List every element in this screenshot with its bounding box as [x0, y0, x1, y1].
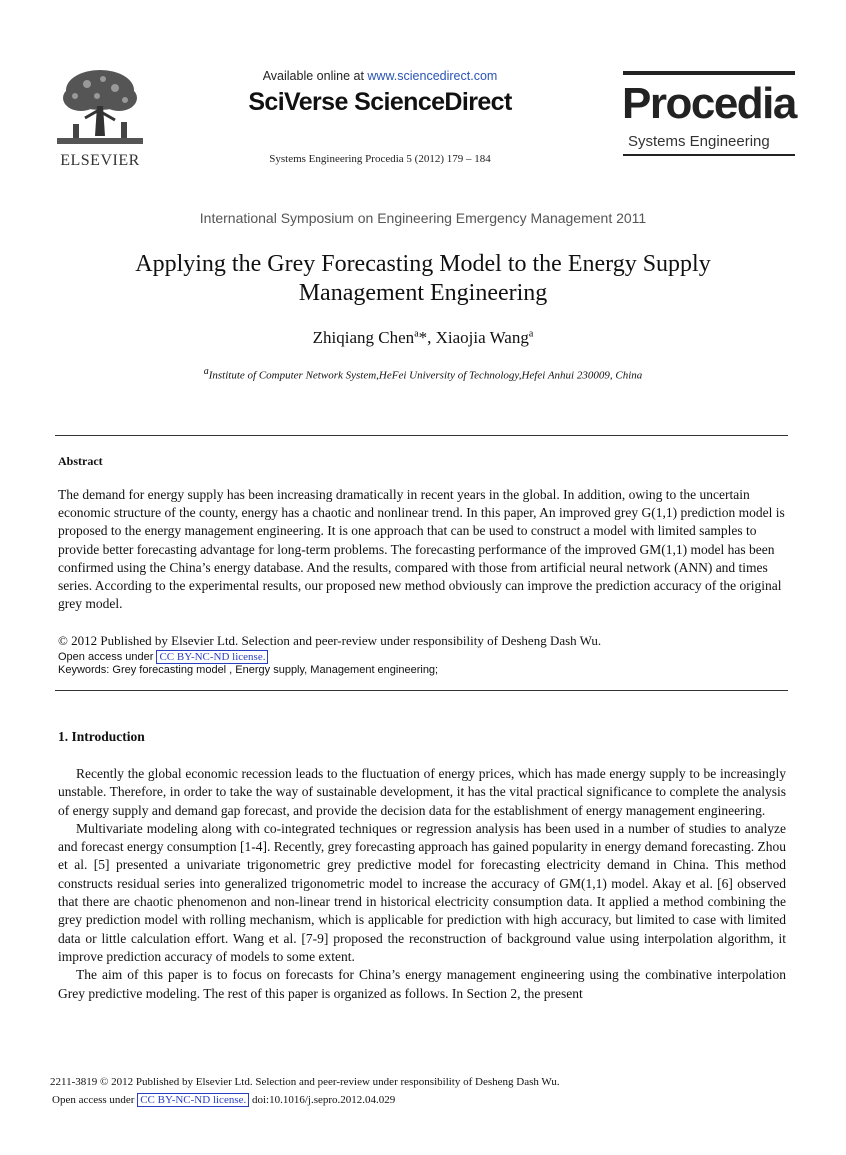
title-line-1: Applying the Grey Forecasting Model to the Energy Supply — [135, 251, 711, 277]
conference-name: International Symposium on Engineering Emergency Management 2011 — [199, 210, 647, 226]
availability-line — [230, 69, 530, 83]
affiliation-text: Institute of Computer Network System,HeFei University of Technology,Hefei Anhui 230009, China — [208, 369, 643, 382]
section-heading: 1. Introduction — [58, 729, 145, 744]
open-access-prefix: Open access under — [52, 1094, 138, 1106]
affiliation-marker: a — [528, 328, 534, 340]
sciencedirect-link[interactable]: www.sciencedirect.com — [367, 69, 498, 83]
paragraph: Multivariate modeling along with co-integrated techniques or regression analysis has been used in a number of studies to analyze and forecast energy consumption [1-4]. Recently, grey forecasting approach has gained popularity in energy demand forecasting. Zhou et al. [5] presented a univariate trigonometric grey predictive model for forecasting electricity demand in China. This method constructs residual series into generalized trigonometric model to increase the accuracy of GM(1,1) model. Akay et al. [6] observed that there are chaotic phenomenon and non-linear trend in historical electricity consumption data. It applied a method combining the grey prediction model with rolling mechanism, which is applicable for prediction with high accuracy, but limited to case with limited data or little calculation effort. Wang et al. [7-9] proposed the reconstruction of background value using interpolation algorithm, it improve prediction accuracy of models to some extent. — [58, 820, 786, 964]
copyright-notice: © 2012 Published by Elsevier Ltd. Selection and peer-review under responsibility of Desheng Dash Wu. — [58, 633, 602, 648]
available-prefix: Available online at — [262, 69, 368, 83]
brand-rule-bottom — [623, 154, 795, 156]
license-link[interactable]: CC BY-NC-ND license. — [137, 1093, 249, 1107]
publisher-wordmark: ELSEVIER — [60, 152, 140, 169]
paper-title — [80, 250, 766, 308]
corresponding-marker: *, — [418, 328, 436, 347]
footer-issn: 2211-3819 © 2012 Published by Elsevier Ltd. Selection and peer-review under responsibility of Desheng Dash Wu. — [50, 1076, 560, 1088]
open-access-line — [58, 650, 268, 664]
affiliation-marker: a — [203, 366, 209, 377]
abstract-heading: Abstract — [58, 454, 103, 468]
platform-logo: SciVerse ScienceDirect — [248, 88, 512, 116]
introduction-body — [58, 765, 786, 1003]
paragraph: Recently the global economic recession leads to the fluctuation of energy prices, which has made energy supply to be increasingly unstable. Therefore, in order to take the way of sustainable development, it has the vital practical significance to complete the analysis of energy supply and demand gap forecast, and provide the decision data for the establishment of energy management engineering. — [58, 766, 786, 818]
elsevier-tree-icon — [55, 66, 145, 150]
elsevier-logo — [55, 66, 145, 171]
affiliation-marker: a — [414, 328, 419, 340]
title-line-2: Management Engineering — [298, 280, 548, 306]
brand-logo: Procedia — [622, 79, 796, 128]
keywords: Keywords: Grey forecasting model , Energy supply, Management engineering; — [58, 664, 439, 676]
divider-top — [55, 435, 788, 436]
license-link[interactable]: CC BY-NC-ND license. — [156, 650, 268, 664]
author-name: Zhiqiang Chen — [312, 328, 415, 347]
affiliation — [0, 366, 846, 382]
open-access-prefix: Open access under — [58, 651, 157, 663]
abstract-text: The demand for energy supply has been increasing dramatically in recent years in the global. In addition, owing to the uncertain economic structure of the county, energy has a chaotic and nonlinear trend. In this paper, An improved grey G(1,1) prediction model is proposed to the energy management engineering. It is one approach that can be used to construct a model with limited samples to provide better forecasting advantage for long-term problems. The forecasting performance of the improved GM(1,1) model has been confirmed using the China’s energy database. And the results, compared with those from artificial neural network (ANN) and times series. According to the experimental results, our proposed new method obviously can improve the prediction accuracy of the original grey model. — [58, 487, 785, 612]
brand-subtitle: Systems Engineering — [628, 133, 770, 150]
footer-open-access — [52, 1093, 395, 1107]
brand-rule-top — [623, 71, 795, 75]
author-list — [0, 328, 846, 348]
author-name: Xiaojia Wang — [435, 328, 529, 347]
doi: doi:10.1016/j.sepro.2012.04.029 — [249, 1094, 396, 1106]
paragraph: The aim of this paper is to focus on forecasts for China’s energy management engineering using the combinative interpolation Grey predictive modeling. The rest of this paper is organized as follows. In Section 2, the present — [58, 967, 786, 1001]
divider-bottom — [55, 690, 788, 691]
journal-citation: Systems Engineering Procedia 5 (2012) 179 – 184 — [269, 153, 491, 165]
